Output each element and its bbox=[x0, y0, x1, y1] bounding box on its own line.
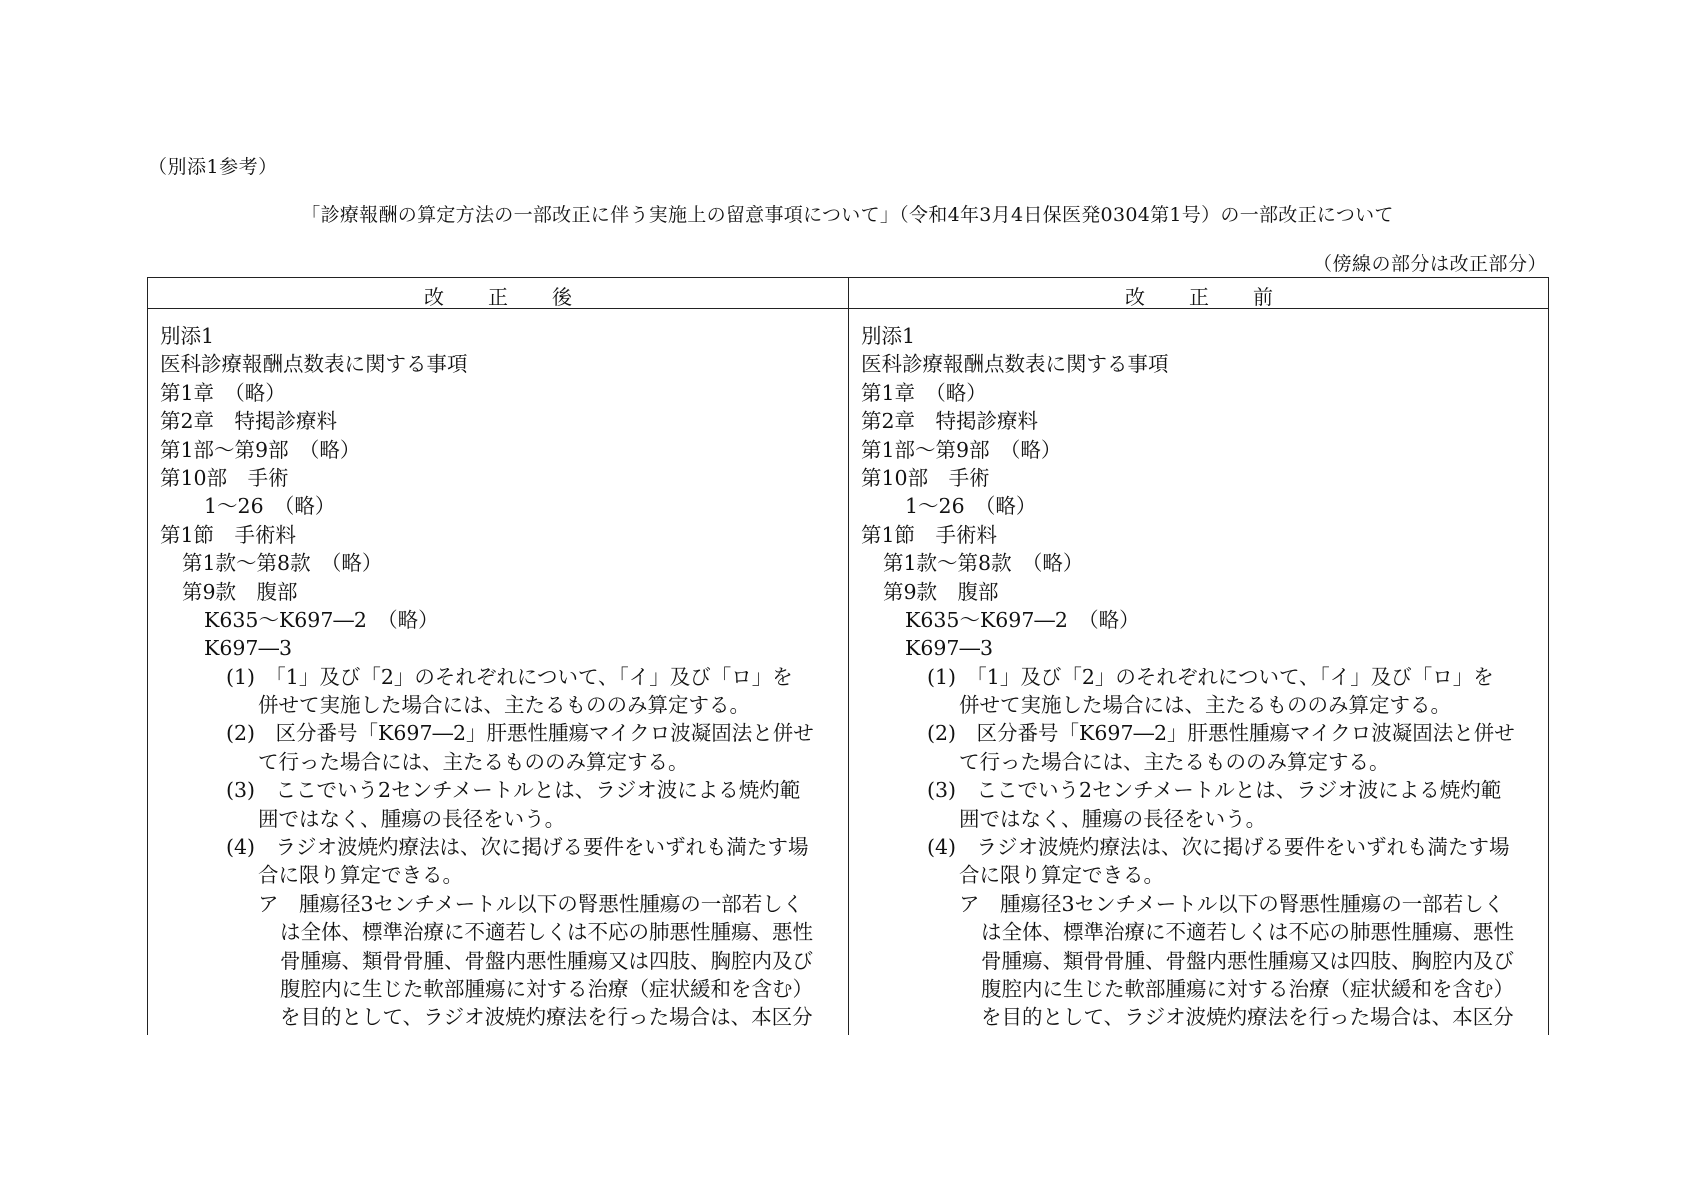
text-line: を目的として、ラジオ波焼灼療法を行った場合は、本区分 bbox=[280, 1005, 813, 1030]
text-line: は全体、標準治療に不適若しくは不応の肺悪性腫瘍、悪性 bbox=[981, 920, 1514, 945]
column-header-before: 改正前 bbox=[1125, 285, 1317, 309]
text-line: て行った場合には、主たるもののみ算定する。 bbox=[959, 749, 1390, 774]
text-line: (3) ここでいう2センチメートルとは、ラジオ波による焼灼範 bbox=[927, 778, 1502, 803]
text-line: 第1款～第8款 （略） bbox=[883, 551, 1084, 576]
text-line: 第1章 （略） bbox=[160, 380, 286, 405]
text-line: 第9款 腹部 bbox=[182, 579, 298, 604]
text-line: を目的として、ラジオ波焼灼療法を行った場合は、本区分 bbox=[981, 1005, 1514, 1030]
text-line: 第10部 手術 bbox=[160, 465, 289, 490]
text-line: 骨腫瘍、類骨骨腫、骨盤内悪性腫瘍又は四肢、胸腔内及び bbox=[981, 948, 1514, 973]
text-line: K697―3 bbox=[905, 636, 993, 661]
text-line: 囲ではなく、腫瘍の長径をいう。 bbox=[959, 806, 1267, 831]
text-line: 第2章 特掲診療料 bbox=[861, 409, 1039, 434]
text-line: ア 腫瘍径3センチメートル以下の腎悪性腫瘍の一部若しく bbox=[258, 891, 804, 916]
text-line: 別添1 bbox=[861, 324, 916, 348]
text-line: 合に限り算定できる。 bbox=[258, 863, 463, 888]
text-line: 第10部 手術 bbox=[861, 465, 990, 490]
text-line: 第1部～第9部 （略） bbox=[160, 437, 361, 462]
attachment-reference-note: （別添1参考） bbox=[148, 156, 278, 178]
text-line: 囲ではなく、腫瘍の長径をいう。 bbox=[258, 806, 566, 831]
column-after-revision bbox=[160, 322, 840, 1032]
text-line: 併せて実施した場合には、主たるもののみ算定する。 bbox=[258, 693, 750, 718]
text-line: (3) ここでいう2センチメートルとは、ラジオ波による焼灼範 bbox=[226, 778, 801, 803]
text-line: ア 腫瘍径3センチメートル以下の腎悪性腫瘍の一部若しく bbox=[959, 891, 1505, 916]
column-header-after: 改正後 bbox=[424, 285, 616, 309]
text-line: K635～K697―2 （略） bbox=[204, 607, 439, 632]
text-line: (1) 「1」及び「2」のそれぞれについて、「イ」及び「ロ」を bbox=[226, 664, 793, 689]
document-title: 「診療報酬の算定方法の一部改正に伴う実施上の留意事項について」（令和4年3月4日保医発0304第1号）の一部改正について bbox=[301, 204, 1394, 226]
text-line: は全体、標準治療に不適若しくは不応の肺悪性腫瘍、悪性 bbox=[280, 920, 813, 945]
text-line: (4) ラジオ波焼灼療法は、次に掲げる要件をいずれも満たす場 bbox=[226, 835, 809, 860]
text-line: 第1章 （略） bbox=[861, 380, 987, 405]
text-line: (2) 区分番号「K697―2」肝悪性腫瘍マイクロ波凝固法と併せ bbox=[226, 721, 814, 746]
column-divider bbox=[848, 278, 849, 1035]
text-line: 第9款 腹部 bbox=[883, 579, 999, 604]
text-line: て行った場合には、主たるもののみ算定する。 bbox=[258, 749, 689, 774]
text-line: 第2章 特掲診療料 bbox=[160, 409, 338, 434]
text-line: 合に限り算定できる。 bbox=[959, 863, 1164, 888]
column-before-revision bbox=[861, 322, 1541, 1032]
text-line: 第1款～第8款 （略） bbox=[182, 551, 383, 576]
underline-legend-note: （傍線の部分は改正部分） bbox=[1312, 253, 1547, 275]
text-line: 骨腫瘍、類骨骨腫、骨盤内悪性腫瘍又は四肢、胸腔内及び bbox=[280, 948, 813, 973]
text-line: K697―3 bbox=[204, 636, 292, 661]
text-line: (1) 「1」及び「2」のそれぞれについて、「イ」及び「ロ」を bbox=[927, 664, 1494, 689]
text-line: (4) ラジオ波焼灼療法は、次に掲げる要件をいずれも満たす場 bbox=[927, 835, 1510, 860]
text-line: 医科診療報酬点数表に関する事項 bbox=[160, 352, 468, 377]
text-line: 第1節 手術料 bbox=[861, 522, 998, 547]
text-line: K635～K697―2 （略） bbox=[905, 607, 1140, 632]
text-line: 別添1 bbox=[160, 324, 215, 348]
revision-comparison-table bbox=[147, 277, 1549, 1035]
text-line: 腹腔内に生じた軟部腫瘍に対する治療（症状緩和を含む） bbox=[280, 976, 813, 1001]
text-line: 第1部～第9部 （略） bbox=[861, 437, 1062, 462]
text-line: 医科診療報酬点数表に関する事項 bbox=[861, 352, 1169, 377]
text-line: 1～26 （略） bbox=[905, 494, 1037, 519]
text-line: 1～26 （略） bbox=[204, 494, 336, 519]
text-line: (2) 区分番号「K697―2」肝悪性腫瘍マイクロ波凝固法と併せ bbox=[927, 721, 1515, 746]
text-line: 腹腔内に生じた軟部腫瘍に対する治療（症状緩和を含む） bbox=[981, 976, 1514, 1001]
text-line: 併せて実施した場合には、主たるもののみ算定する。 bbox=[959, 693, 1451, 718]
text-line: 第1節 手術料 bbox=[160, 522, 297, 547]
